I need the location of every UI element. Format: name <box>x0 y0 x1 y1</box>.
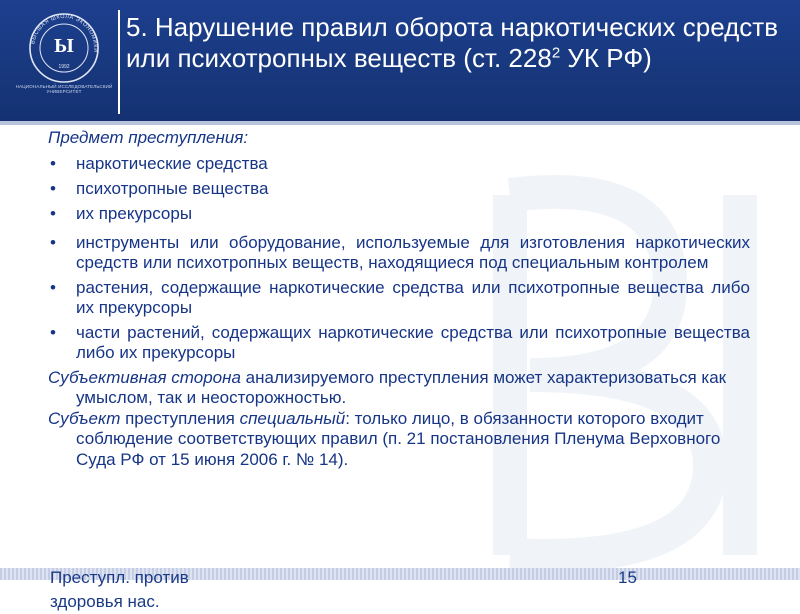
logo-ring-text: ВЫСШАЯ ШКОЛА ЭКОНОМИКИ <box>30 13 99 53</box>
logo-caption: НАЦИОНАЛЬНЫЙ ИССЛЕДОВАТЕЛЬСКИЙ УНИВЕРСИТЕТ <box>15 84 113 95</box>
list-item: • инструменты или оборудование, используемые для изготовления наркотических средств или психотропных веществ, находящиеся под специальным контролем <box>50 232 750 272</box>
bullet-icon: • <box>50 277 56 297</box>
list-item: • наркотические средства <box>50 153 268 173</box>
bullet-icon: • <box>50 322 56 342</box>
list-item: • части растений, содержащих наркотические средства или психотропные вещества либо их прекурсоры <box>50 322 750 362</box>
list-item: • психотропные вещества <box>50 178 269 198</box>
footer-course-title: Преступл. против здоровья нас. <box>50 568 189 611</box>
slide-body <box>48 128 750 470</box>
header-underline <box>0 121 800 125</box>
list-item: • их прекурсоры <box>50 203 193 223</box>
slide-title <box>126 12 786 74</box>
subject-list <box>48 154 750 363</box>
page-number: 15 <box>618 568 637 587</box>
logo-year: 1992 <box>58 64 70 70</box>
list-item: • растения, содержащие наркотические средства или психотропные вещества либо их прекурсоры <box>50 277 750 317</box>
slide-title-tail: УК РФ) <box>560 43 652 73</box>
svg-text:Ы: Ы <box>54 35 74 57</box>
header-divider <box>118 10 120 114</box>
university-logo <box>14 12 114 112</box>
bullet-icon: • <box>50 178 56 198</box>
subject-paragraph: Субъект преступления специальный: только лицо, в обязанности которого входит соблюдение соответствующих правил (п. 21 постановления Пленума Верховного Суда РФ от 15 июня 2006 г. № 14). <box>48 408 721 469</box>
slide-title-superscript: 2 <box>551 44 561 62</box>
bullet-icon: • <box>50 232 56 252</box>
bullet-icon: • <box>50 203 56 223</box>
subjective-side-paragraph: Субъективная сторона анализируемого преступления может характеризоваться как умыслом, так и неосторожностью. <box>48 367 727 407</box>
hse-seal-icon <box>14 12 114 112</box>
bullet-icon: • <box>50 153 56 173</box>
slide-title-main: 5. Нарушение правил оборота наркотических средств или психотропных веществ (ст. 228 <box>126 12 779 73</box>
subject-heading: Предмет преступления: <box>48 128 249 147</box>
